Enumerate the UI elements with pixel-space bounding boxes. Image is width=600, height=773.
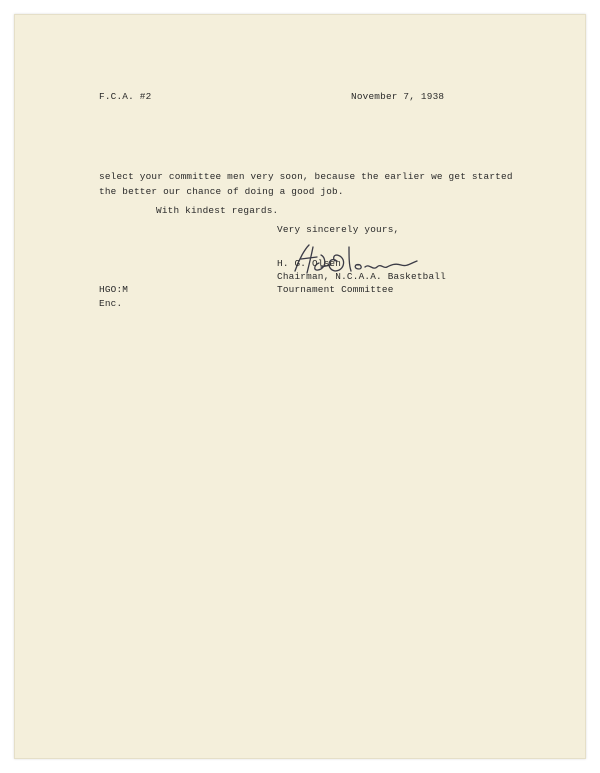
- signer-name: H. G. Olsen: [277, 258, 342, 269]
- page-reference: F.C.A. #2: [99, 91, 152, 102]
- signer-title-line-2: Tournament Committee: [277, 284, 394, 295]
- closing-greeting: With kindest regards.: [156, 205, 279, 216]
- typist-initials: HGO:M: [99, 284, 129, 295]
- enclosure-note: Enc.: [99, 298, 123, 309]
- letter-page: [14, 14, 586, 759]
- letter-date: November 7, 1938: [351, 91, 445, 102]
- body-line-1: select your committee men very soon, because the earlier we get started: [99, 171, 513, 182]
- body-line-2: the better our chance of doing a good job.: [99, 186, 344, 197]
- signer-title-line-1: Chairman, N.C.A.A. Basketball: [277, 271, 446, 282]
- valediction: Very sincerely yours,: [277, 224, 400, 235]
